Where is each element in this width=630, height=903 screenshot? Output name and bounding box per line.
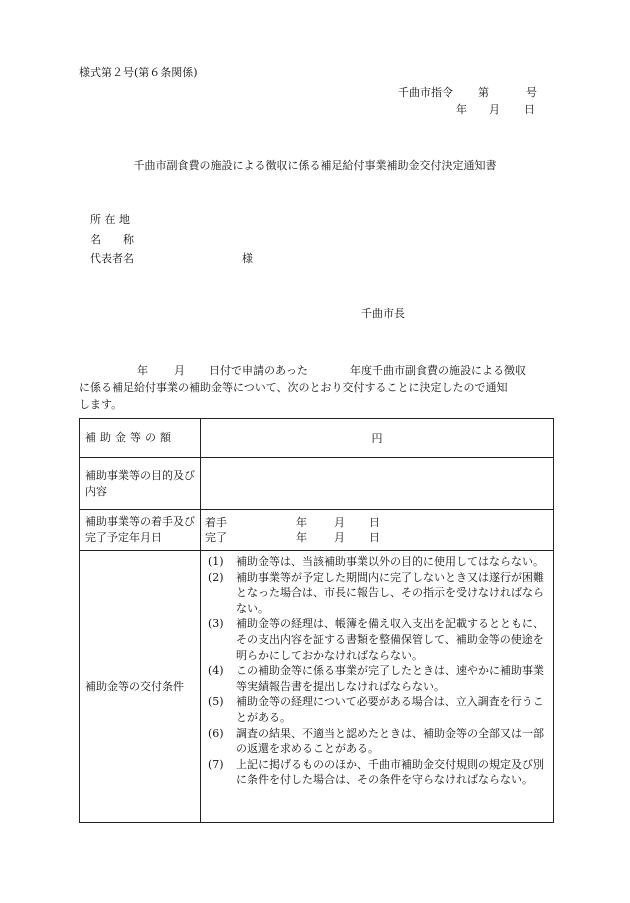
body-line-3-text: します。 — [79, 398, 123, 411]
condition-number: (2) — [208, 570, 224, 584]
body-line-1 — [79, 362, 553, 379]
conditions-label: 補助金等の交付条件 — [80, 551, 201, 823]
honorific: 様 — [242, 252, 253, 265]
doc-number-prefix: 千曲市指令 — [398, 86, 453, 99]
date-year: 年 — [456, 103, 467, 116]
end-year: 年 — [296, 531, 307, 544]
body-line-2 — [79, 379, 553, 396]
condition-item — [208, 616, 547, 663]
location-label: 所 在 地 — [90, 213, 130, 226]
end-day: 日 — [369, 531, 380, 544]
condition-text: 補助事業等が予定した期間内に完了しないとき又は遂行が困難となった場合は、市長に報告し、その指示を受けなければならない。 — [236, 570, 544, 615]
condition-item — [208, 570, 547, 617]
amount-label: 補助金等の額 — [80, 419, 201, 458]
amount-value: 円 — [201, 419, 554, 458]
condition-number: (1) — [208, 555, 224, 568]
representative-label: 代表者名 — [90, 252, 134, 265]
amount-row — [80, 419, 554, 458]
body-year: 年 — [137, 364, 148, 377]
end-label: 完了 — [205, 531, 227, 544]
period-label: 補助事業等の着手及び完了予定年月日 — [80, 510, 201, 551]
form-number: 様式第２号(第６条関係) — [79, 66, 198, 79]
date-day: 日 — [524, 103, 535, 116]
condition-number: (5) — [208, 695, 224, 709]
date-month: 月 — [489, 103, 500, 116]
body-applied: 日付で申請のあった — [209, 364, 308, 377]
condition-number: (7) — [208, 757, 224, 771]
condition-item — [208, 694, 547, 725]
notice-body — [79, 362, 553, 413]
conditions-row — [80, 551, 554, 823]
start-month: 月 — [334, 516, 345, 529]
condition-number: (6) — [208, 726, 224, 740]
name-label: 名 称 — [90, 233, 134, 246]
condition-text: 上記に掲げるもののほか、千曲市補助金交付規則の規定及び別に条件を付した場合は、その条件を守らなければならない。 — [236, 757, 544, 787]
condition-text: 補助金等の経理は、帳簿を備え収入支出を記載するとともに、その支出内容を証する書類を整備保管して、補助金等の使途を明らかにしておかなければならない。 — [236, 617, 544, 662]
period-row — [80, 510, 554, 551]
condition-text: 補助金等は、当該補助事業以外の目的に使用してはならない。 — [236, 555, 544, 568]
condition-item — [208, 757, 547, 788]
document-title: 千曲市副食費の施設による徴収に係る補足給付事業補助金交付決定通知書 — [133, 159, 497, 172]
purpose-label: 補助事業等の目的及び内容 — [80, 458, 201, 510]
start-day: 日 — [369, 516, 380, 529]
condition-item — [208, 663, 547, 694]
end-month: 月 — [334, 531, 345, 544]
period-value — [201, 510, 554, 551]
condition-number: (3) — [208, 617, 224, 631]
condition-text: 調査の結果、不適当と認めたときは、補助金等の全部又は一部の返還を求めることがある。 — [236, 726, 544, 756]
condition-number: (4) — [208, 664, 224, 678]
body-line-2-text: に係る補足給付事業の補助金等について、次のとおり交付することに決定したので通知 — [79, 381, 508, 394]
body-line-3 — [79, 396, 553, 413]
doc-number-dai: 第 — [478, 86, 489, 99]
body-fiscal: 年度千曲市副食費の施設による徴収 — [350, 364, 526, 377]
issuer-name: 千曲市長 — [361, 307, 405, 320]
condition-text: 補助金等の経理について必要がある場合は、立入調査を行うことがある。 — [236, 695, 544, 724]
start-year: 年 — [296, 516, 307, 529]
purpose-row — [80, 458, 554, 510]
condition-item — [208, 554, 547, 570]
doc-number-go: 号 — [526, 86, 537, 99]
grant-details-table — [79, 418, 554, 823]
conditions-list — [201, 551, 554, 823]
start-label: 着手 — [205, 516, 227, 529]
condition-text: この補助金等に係る事業が完了したときは、速やかに補助事業等実績報告書を提出しなければならない。 — [236, 664, 544, 693]
body-month: 月 — [174, 364, 185, 377]
purpose-value — [201, 458, 554, 510]
condition-item — [208, 726, 547, 757]
